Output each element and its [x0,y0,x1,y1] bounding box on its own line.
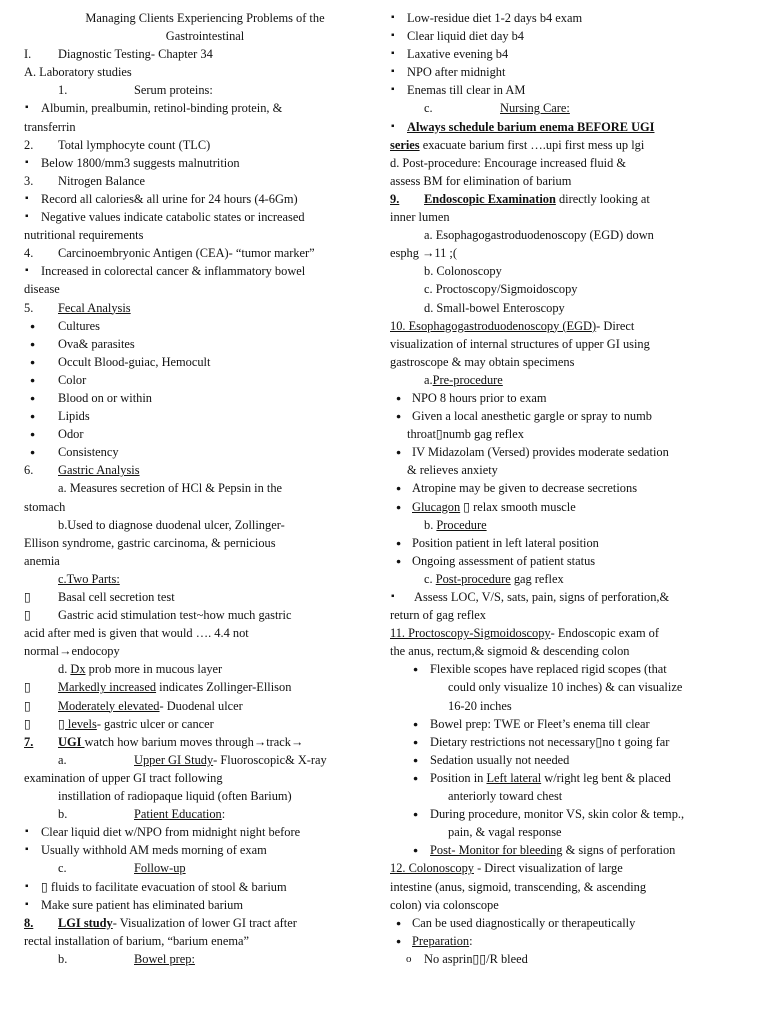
item-heading: 5. Fecal Analysis [24,300,131,315]
body-text: a. Esophagogastroduodenoscopy (EGD) down [424,228,654,243]
continuation-text: 16-20 inches [448,698,512,713]
item-heading: 1. Serum proteins: [58,83,213,98]
bullet-text: ▪ Make sure patient has eliminated barium [24,896,386,914]
list-item: ● Position in Left lateral w/right leg bent & placed [390,769,750,787]
continuation-text: transferrin [24,119,76,134]
continuation-text: gastroscope & may obtain specimens [390,354,575,369]
body-text: d. Post-procedure: Encourage increased fluid & [390,155,627,170]
continuation-text: pain, & vagal response [448,825,562,840]
continuation-text: rectal installation of barium, “barium enema” [24,933,250,948]
list-item: ● Ova& parasites [24,335,386,353]
list-item: ● Odor [24,425,386,443]
continuation-text: esphg →11 ;( [390,246,457,261]
item-heading: 11. Proctoscopy-Sigmoidoscopy- Endoscopic exam of [390,626,660,641]
body-text: c. Follow-up [58,861,186,876]
list-item: ● Dietary restrictions not necessary▯no t going far [390,733,750,751]
bullet-text: ▪ Usually withhold AM meds morning of exam [24,841,386,859]
continuation-text: anemia [24,553,60,568]
fecal-list [24,317,386,462]
list-item: ● Flexible scopes have replaced rigid scopes (that [390,660,750,678]
list-item: ● Given a local anesthetic gargle or spray to numb [390,407,750,425]
item-heading: 10. Esophagogastroduodenoscopy (EGD)- Direct [390,318,635,333]
bullet-text: ▪ Below 1800/mm3 suggests malnutrition [24,154,386,172]
list-item: ● Post- Monitor for bleeding & signs of perforation [390,841,750,859]
list-item: ● Position patient in left lateral position [390,534,750,552]
bullet-text: ▪ Always schedule barium enema BEFORE UGI [390,118,750,136]
list-item: ● Ongoing assessment of patient status [390,552,750,570]
continuation-text: assess BM for elimination of barium [390,173,572,188]
body-text: b. Bowel prep: [58,951,195,966]
continuation-text: normal→endocopy [24,644,120,659]
continuation-text: the anus, rectum,& sigmoid & descending colon [390,644,630,659]
continuation-text: series exacuate barium first ….upi first mess up lgi [390,137,645,152]
continuation-text: anteriorly toward chest [448,789,563,804]
doc-title-line2: Gastrointestinal [165,29,245,44]
continuation-text: throat▯numb gag reflex [407,427,524,442]
continuation-text: visualization of internal structures of upper GI using [390,336,650,351]
body-text: d. Small-bowel Enteroscopy [424,300,565,315]
list-item: ● Color [24,371,386,389]
list-item: ● Preparation: [390,932,750,950]
right-column [390,9,750,968]
item-heading: 9. Endoscopic Examination directly looking at [390,191,650,206]
body-text: a. Upper GI Study- Fluoroscopic& X-ray [58,752,327,767]
list-item: ● Glucagon ▯ relax smooth muscle [390,498,750,516]
continuation-text: could only visualize 10 inches) & can visualize [448,680,683,695]
list-item: ● IV Midazolam (Versed) provides moderate sedation [390,443,750,461]
bullet-text: ▪ Clear liquid diet w/NPO from midnight night before [24,823,386,841]
body-text: b.Used to diagnose duodenal ulcer, Zollinger- [58,517,285,532]
list-item: ● Atropine may be given to decrease secretions [390,479,750,497]
bullet-text: ▪ Record all calories& all urine for 24 hours (4-6Gm) [24,190,386,208]
continuation-text: & relieves anxiety [407,463,498,478]
list-item: ● Cultures [24,317,386,335]
bullet-text: ▪ Albumin, prealbumin, retinol-binding protein, & [24,99,386,117]
left-column [24,9,386,968]
body-text: c. Nursing Care: [424,101,570,116]
subsection-heading: A. Laboratory studies [24,65,132,80]
body-text: a. Measures secretion of HCl & Pepsin in the [58,481,283,496]
body-text: ▯ Gastric acid stimulation test~how much gastric [24,606,386,624]
bullet-text: ▪ Enemas till clear in AM [390,81,750,99]
list-item: o No asprin▯▯/R bleed [390,950,750,968]
body-text: ▯ Moderately elevated- Duodenal ulcer [24,697,386,715]
item-heading: 3. Nitrogen Balance [24,173,146,188]
continuation-text: colon) via colonscope [390,897,499,912]
section-heading: I. Diagnostic Testing- Chapter 34 [24,47,213,62]
body-text: b. Colonoscopy [424,264,502,279]
body-text: b. Patient Education: [58,807,226,822]
bullet-text: ▪ Clear liquid diet day b4 [390,27,750,45]
body-text: c. Proctoscopy/Sigmoidoscopy [424,282,578,297]
body-text: c.Two Parts: [58,571,120,586]
body-text: b. Procedure [424,517,487,532]
doc-title-line1: Managing Clients Experiencing Problems of the [85,11,325,25]
continuation-text: acid after med is given that would …. 4.4 not [24,626,249,641]
item-heading: 2. Total lymphocyte count (TLC) [24,137,211,152]
item-heading: 6. Gastric Analysis [24,463,140,478]
continuation-text: return of gag reflex [390,608,486,623]
list-item: ● Lipids [24,407,386,425]
body-text: d. Dx prob more in mucous layer [58,662,223,677]
continuation-text: intestine (anus, sigmoid, transcending, & ascending [390,879,647,894]
list-item: ● During procedure, monitor VS, skin color & temp., [390,805,750,823]
body-text: ▯ Basal cell secretion test [24,588,386,606]
bullet-text: ▪ Laxative evening b4 [390,45,750,63]
list-item: ● Occult Blood-guiac, Hemocult [24,353,386,371]
bullet-text: ▪ Negative values indicate catabolic states or increased [24,208,386,226]
list-item: ● Blood on or within [24,389,386,407]
list-item: ● Bowel prep: TWE or Fleet’s enema till clear [390,715,750,733]
bullet-text: ▪ NPO after midnight [390,63,750,81]
continuation-text: inner lumen [390,210,450,225]
item-heading: 4. Carcinoembryonic Antigen (CEA)- “tumor marker” [24,246,315,261]
item-heading: 8. LGI study- Visualization of lower GI tract after [24,915,297,930]
continuation-text: disease [24,282,60,297]
item-heading: 12. Colonoscopy - Direct visualization of large [390,861,623,876]
body-text: a.Pre-procedure [424,372,503,387]
list-item: ● Sedation usually not needed [390,751,750,769]
continuation-text: nutritional requirements [24,228,144,243]
continuation-text: Ellison syndrome, gastric carcinoma, & pernicious [24,535,276,550]
bullet-text: ▪ ▯ fluids to facilitate evacuation of stool & barium [24,878,386,896]
body-text: ▯ ▯ levels- gastric ulcer or cancer [24,715,386,733]
continuation-text: examination of upper GI tract following [24,770,223,785]
body-text: ▯ Markedly increased indicates Zollinger-Ellison [24,678,386,696]
bullet-text: ▪ Increased in colorectal cancer & inflammatory bowel [24,262,386,280]
body-text: c. Post-procedure gag reflex [424,571,564,586]
bullet-text: ▪ Assess LOC, V/S, sats, pain, signs of perforation,& [390,588,750,606]
continuation-text: instillation of radiopaque liquid (often Barium) [58,789,292,804]
bullet-text: ▪ Low-residue diet 1-2 days b4 exam [390,9,750,27]
continuation-text: stomach [24,499,66,514]
item-heading: 7. UGI watch how barium moves through→track→ [24,734,304,749]
list-item: ● Can be used diagnostically or therapeutically [390,914,750,932]
list-item: ● Consistency [24,443,386,461]
list-item: ● NPO 8 hours prior to exam [390,389,750,407]
